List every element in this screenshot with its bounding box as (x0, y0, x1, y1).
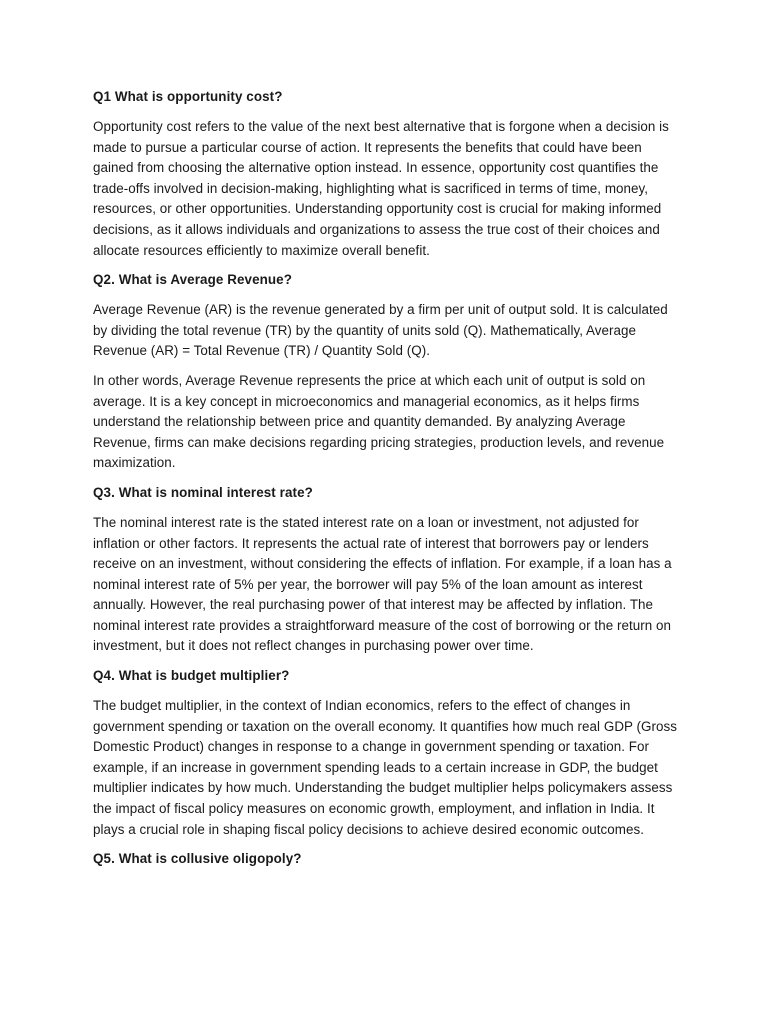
qa-section-q4 (93, 666, 678, 840)
answer-paragraph: The nominal interest rate is the stated interest rate on a loan or investment, not adjusted for inflation or other factors. It represents the actual rate of interest that borrowers pay or lenders receive on an investment, without considering the effects of inflation. For example, if a loan has a nominal interest rate of 5% per year, the borrower will pay 5% of the loan amount as interest annually. However, the real purchasing power of that interest may be affected by inflation. The nominal interest rate provides a straightforward measure of the cost of borrowing or the return on investment, but it does not reflect changes in purchasing power over time. (93, 514, 672, 654)
answer-paragraph: Opportunity cost refers to the value of the next best alternative that is forgone when a decision is made to pursue a particular course of action. It represents the benefits that could have been gained from choosing the alternative option instead. In essence, opportunity cost quantifies the trade-offs involved in decision-making, highlighting what is sacrificed in terms of time, money, resources, or other opportunities. Understanding opportunity cost is crucial for making informed decisions, as it allows individuals and organizations to assess the true cost of their choices and allocate resources efficiently to maximize overall benefit. (93, 119, 669, 258)
question-heading: Q5. What is collusive oligopoly? (93, 851, 302, 867)
question-heading: Q1 What is opportunity cost? (93, 89, 283, 104)
answer-paragraph: The budget multiplier, in the context of Indian economics, refers to the effect of changes in government spending or taxation on the overall economy. It quantifies how much real GDP (Gross Domestic Product) changes in response to a change in government spending or taxation. For example, if an increase in government spending leads to a certain increase in GDP, the budget multiplier indicates by how much. Understanding the budget multiplier helps policymakers assess the impact of fiscal policy measures on economic growth, employment, and inflation in India. It plays a crucial role in shaping fiscal policy decisions to achieve desired economic outcomes. (93, 698, 678, 837)
question-heading: Q2. What is Average Revenue? (93, 272, 293, 288)
question-heading: Q3. What is nominal interest rate? (93, 484, 313, 500)
answer-paragraph: In other words, Average Revenue represents the price at which each unit of output is sold on average. It is a key concept in microeconomics and managerial economics, as it helps firms understand the relationship between price and quantity demanded. By analyzing Average Revenue, firms can make decisions regarding pricing strategies, production levels, and revenue maximization. (93, 372, 665, 471)
question-heading: Q4. What is budget multiplier? (93, 668, 290, 684)
qa-section-q5 (93, 849, 678, 869)
qa-section-q3 (93, 483, 678, 657)
qa-section-q1 (93, 87, 678, 261)
qa-section-q2 (93, 270, 678, 474)
answer-paragraph: Average Revenue (AR) is the revenue generated by a firm per unit of output sold. It is calculated by dividing the total revenue (TR) by the quantity of units sold (Q). Mathematically, Average Revenue (AR) = Total Revenue (TR) / Quantity Sold (Q). (93, 302, 668, 359)
